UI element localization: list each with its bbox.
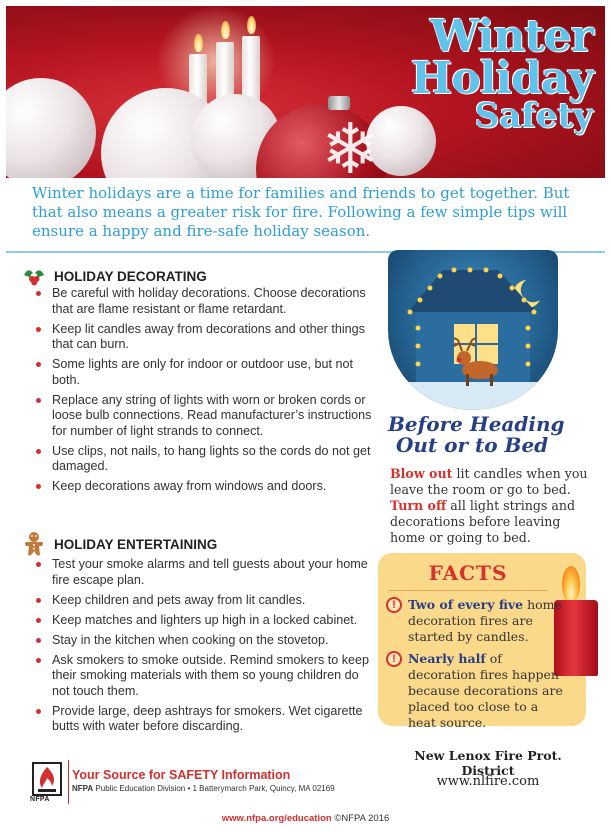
emphasis-text: Blow out (390, 466, 453, 481)
candle-flame (221, 21, 230, 39)
divider (68, 760, 69, 804)
fact-item (386, 597, 566, 645)
before-bed-heading (388, 414, 588, 456)
intro-paragraph: Winter holidays are a time for families and friends to get together. But that also means a greater risk for fire. Following a few simple tips will ensure a happy and fire-safe holiday season. (32, 184, 570, 240)
fact-emphasis: Nearly half (408, 651, 486, 666)
list-item: Be careful with holiday decorations. Choose decorations that are flame resistant or flame retardant. (36, 286, 372, 317)
section-header (22, 531, 372, 557)
department-name: New Lenox Fire Prot. District (414, 748, 562, 778)
emphasis-text: Turn off (390, 498, 447, 513)
entertaining-section (22, 531, 372, 739)
list-item: Some lights are only for indoor or outdoor use, but not both. (36, 357, 372, 388)
list-item: Keep decorations away from windows and doors. (36, 479, 372, 495)
list-item: Keep lit candles away from decorations and other things that can burn. (36, 322, 372, 353)
divider (388, 590, 548, 591)
list-item: Stay in the kitchen when cooking on the stovetop. (36, 633, 372, 649)
address (72, 784, 335, 793)
list-item: Ask smokers to smoke outside. Remind smokers to keep their smoking materials with them so young children do not touch them. (36, 653, 372, 700)
decorating-section (22, 266, 372, 499)
nfpa-logo-text: NFPA (30, 796, 50, 803)
fact-text: home decoration fires are started by candles. (408, 597, 562, 644)
heading-line: Out or to Bed (396, 433, 549, 457)
list-item: Provide large, deep ashtrays for smokers. Wet cigarette butts with water before discarding. (36, 704, 372, 735)
footer-bar (0, 813, 611, 824)
body-text: lit candles when you leave the room or go to bed. (390, 466, 588, 497)
fact-emphasis: Two of every five (408, 597, 524, 612)
copyright: ©NFPA 2016 (331, 813, 390, 824)
decorating-list (36, 286, 372, 495)
source-tagline: Your Source for SAFETY Information (72, 768, 291, 782)
house-illustration (388, 250, 558, 410)
department-website[interactable]: www.nlfire.com (436, 774, 540, 789)
ornament-cap (328, 96, 350, 110)
title-line: Holiday (410, 52, 593, 104)
section-title: HOLIDAY ENTERTAINING (54, 536, 218, 552)
body-text: all light strings and decorations before leaving home or going to bed. (390, 498, 576, 545)
exclamation-icon: ! (386, 597, 402, 613)
ornament-white (6, 78, 96, 178)
title-line: Winter (430, 11, 593, 62)
nfpa-logo (32, 762, 62, 796)
gingerbread-icon (22, 531, 46, 557)
snowflake-icon: ❄ (321, 110, 380, 178)
fact-text: of decoration fires happen because decorations are placed too close to a heat source. (408, 651, 563, 730)
section-header (22, 266, 372, 286)
org-name: NFPA (72, 784, 94, 793)
section-title: HOLIDAY DECORATING (54, 268, 207, 284)
exclamation-icon: ! (386, 651, 402, 667)
entertaining-list (36, 557, 372, 735)
heading-line: Before Heading (388, 412, 565, 436)
candle-flame (194, 34, 203, 52)
facts-title: FACTS (428, 561, 508, 585)
title-line: Safety (474, 95, 593, 136)
candle-flame (247, 16, 256, 34)
list-item: Replace any string of lights with worn or broken cords or loose bulb connections. Read manufacturer’s instructions for number of light strands to connect. (36, 393, 372, 440)
holly-icon (22, 265, 46, 287)
header-banner (6, 6, 605, 178)
list-item: Keep children and pets away from lit candles. (36, 593, 372, 609)
page-title (410, 11, 593, 136)
list-item: Keep matches and lighters up high in a locked cabinet. (36, 613, 372, 629)
fact-item (386, 651, 566, 731)
list-item: Test your smoke alarms and tell guests about your home fire escape plan. (36, 557, 372, 588)
list-item: Use clips, not nails, to hang lights so the cords do not get damaged. (36, 444, 372, 475)
nfpa-url-link[interactable]: www.nfpa.org/education (221, 813, 332, 824)
address-text: Public Education Division • 1 Batterymarch Park, Quincy, MA 02169 (93, 784, 335, 793)
before-bed-text (390, 466, 595, 546)
